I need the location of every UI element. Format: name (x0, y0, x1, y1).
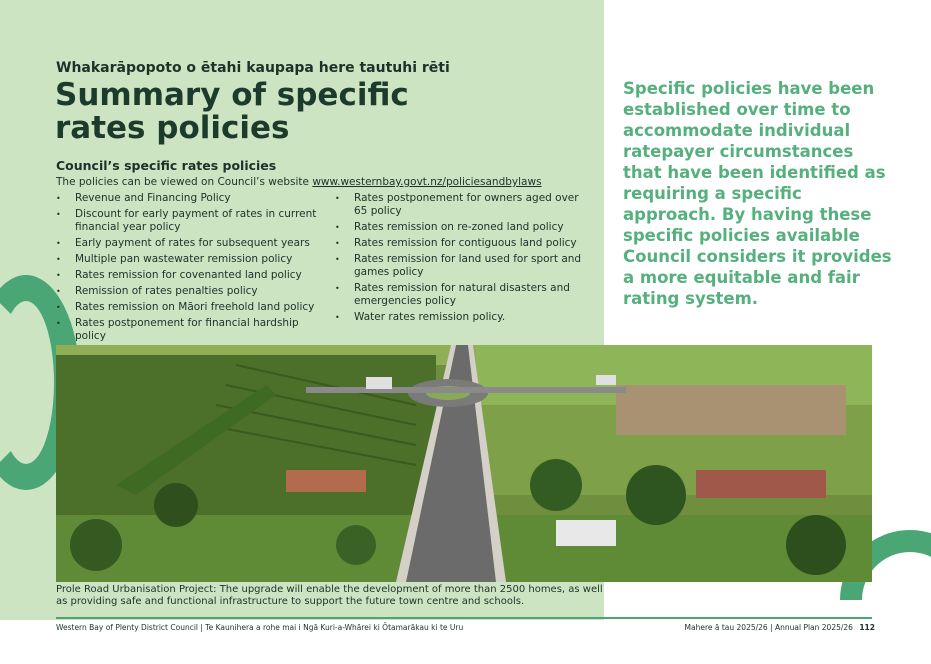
list-item: • Multiple pan wastewater remission policy (56, 253, 326, 266)
list-item: • Discount for early payment of rates in current financial year policy (56, 208, 326, 234)
pull-quote: Specific policies have been established over time to accommodate individual ratepayer circumstances that have been identified as requiring a specific approach. By having these specific policies available Council considers it provides a more equitable and fair rating system. (623, 79, 892, 308)
list-item: • Revenue and Financing Policy (56, 192, 326, 205)
list-item: • Water rates remission policy. (335, 311, 595, 324)
section-heading: Council’s specific rates policies (56, 158, 277, 173)
list-item: • Rates remission on re-zoned land policy (335, 221, 595, 234)
list-item: • Rates postponement for financial hardship policy (56, 317, 326, 343)
list-item: • Rates postponement for owners aged over 65 policy (335, 192, 595, 218)
list-item: • Rates remission for contiguous land policy (335, 237, 595, 250)
intro-sentence: The policies can be viewed on Council’s website (56, 176, 313, 188)
policies-website-link[interactable]: www.westernbay.govt.nz/policiesandbylaws (312, 176, 542, 188)
footer-plan-title: Mahere ā tau 2025/26 | Annual Plan 2025/26 (684, 623, 853, 632)
list-item: • Rates remission for covenanted land policy (56, 269, 326, 282)
list-item: • Remission of rates penalties policy (56, 285, 326, 298)
aerial-photo (56, 345, 872, 582)
page-number: 112 (859, 623, 875, 632)
list-item: • Rates remission for land used for sport and games policy (335, 253, 595, 279)
page-kicker: Whakarāpopoto o ētahi kaupapa here tautuhi rēti (56, 60, 450, 76)
footer-plan-info (685, 623, 875, 632)
list-item: • Early payment of rates for subsequent years (56, 237, 326, 250)
list-item: • Rates remission on Māori freehold land policy (56, 301, 326, 314)
footer-organisation: Western Bay of Plenty District Council | Te Kaunihera a rohe mai i Ngā Kuri-a-Whārei ki Ōtamarākau ki te Uru (56, 623, 464, 632)
intro-text (56, 176, 542, 188)
page-title: Summary of specific rates policies (55, 77, 409, 146)
list-item: • Rates remission for natural disasters and emergencies policy (335, 282, 595, 308)
policy-list-left (56, 192, 326, 346)
photo-caption: Prole Road Urbanisation Project: The upgrade will enable the development of more than 2500 homes, as well as providing safe and functional infrastructure to support the future town centre and schools. (56, 584, 603, 607)
policy-list-right (335, 192, 595, 327)
footer-divider (56, 617, 872, 619)
